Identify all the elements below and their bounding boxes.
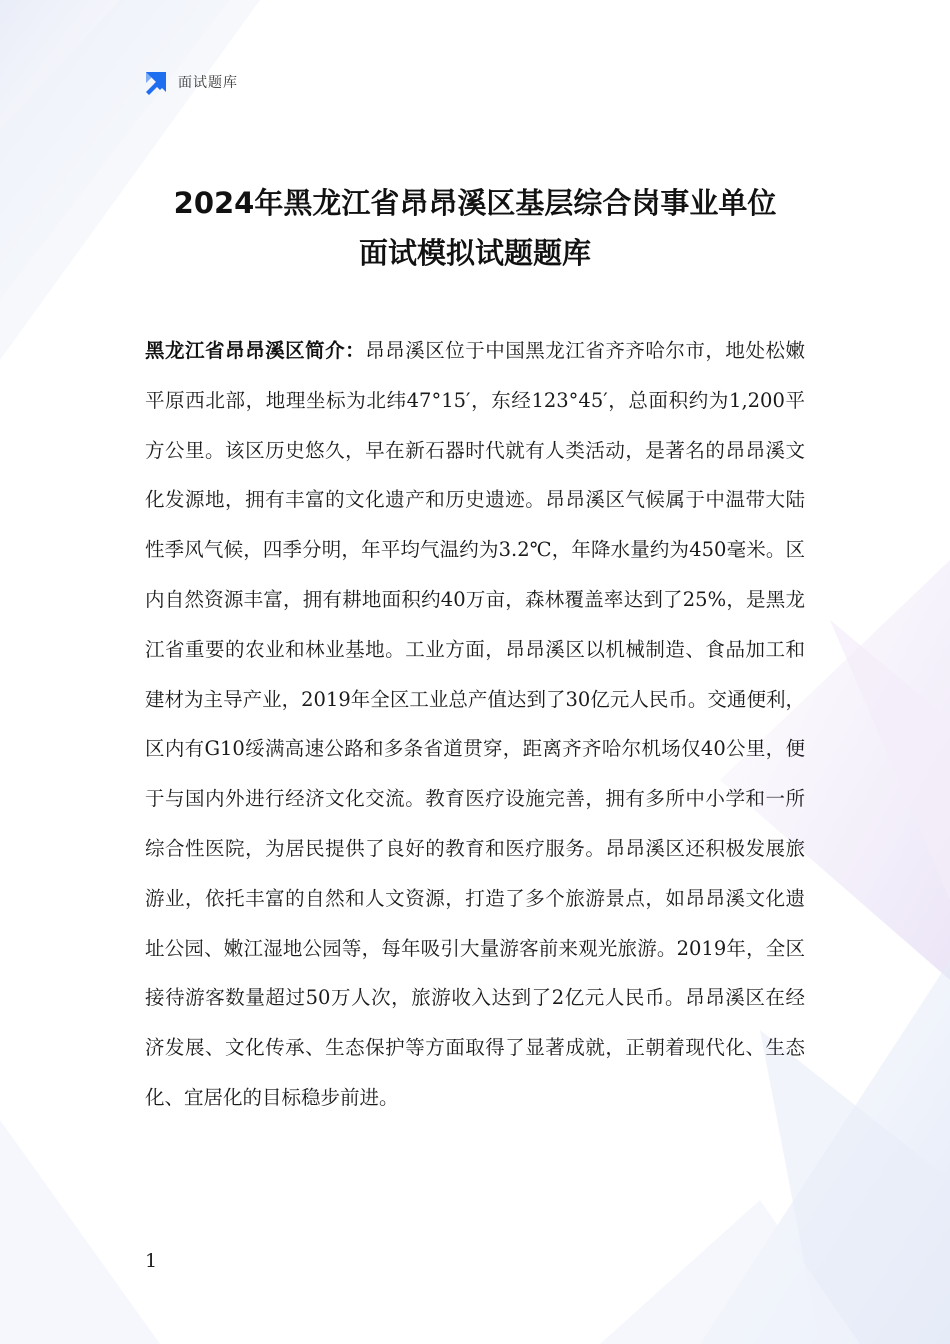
document-title [100, 178, 850, 278]
title-line-2: 面试模拟试题题库 [358, 236, 591, 270]
arrow-up-right-icon [143, 69, 169, 95]
title-line-1: 2024年黑龙江省昂昂溪区基层综合岗事业单位 [173, 186, 777, 220]
intro-paragraph [145, 326, 805, 1123]
header [143, 68, 238, 96]
brand-name: 面试题库 [178, 75, 238, 91]
intro-lead: 黑龙江省昂昂溪区简介： [145, 339, 366, 362]
intro-body: 昂昂溪区位于中国黑龙江省齐齐哈尔市，地处松嫩平原西北部，地理坐标为北纬47°15′，东经123°45′，总面积约为1,200平方公里。该区历史悠久，早在新石器时代就有人类活动，是著名的昂昂溪文化发源地，拥有丰富的文化遗产和历史遗迹。昂昂溪区气候属于中温带大陆性季风气候，四季分明，年平均气温约为3.2℃，年降水量约为450毫米。区内自然资源丰富，拥有耕地面积约40万亩，森林覆盖率达到了25%，是黑龙江省重要的农业和林业基地。工业方面，昂昂溪区以机械制造、食品加工和建材为主导产业，2019年全区工业总产值达到了30亿元人民币。交通便利，区内有G10绥满高速公路和多条省道贯穿，距离齐齐哈尔机场仅40公里，便于与国内外进行经济文化交流。教育医疗设施完善，拥有多所中小学和一所综合性医院，为居民提供了良好的教育和医疗服务。昂昂溪区还积极发展旅游业，依托丰富的自然和人文资源，打造了多个旅游景点，如昂昂溪文化遗址公园、嫩江湿地公园等，每年吸引大量游客前来观光旅游。2019年，全区接待游客数量超过50万人次，旅游收入达到了2亿元人民币。昂昂溪区在经济发展、文化传承、生态保护等方面取得了显著成就，正朝着现代化、生态化、宜居化的目标稳步前进。 [145, 339, 805, 1109]
page-number: 1 [145, 1250, 158, 1272]
